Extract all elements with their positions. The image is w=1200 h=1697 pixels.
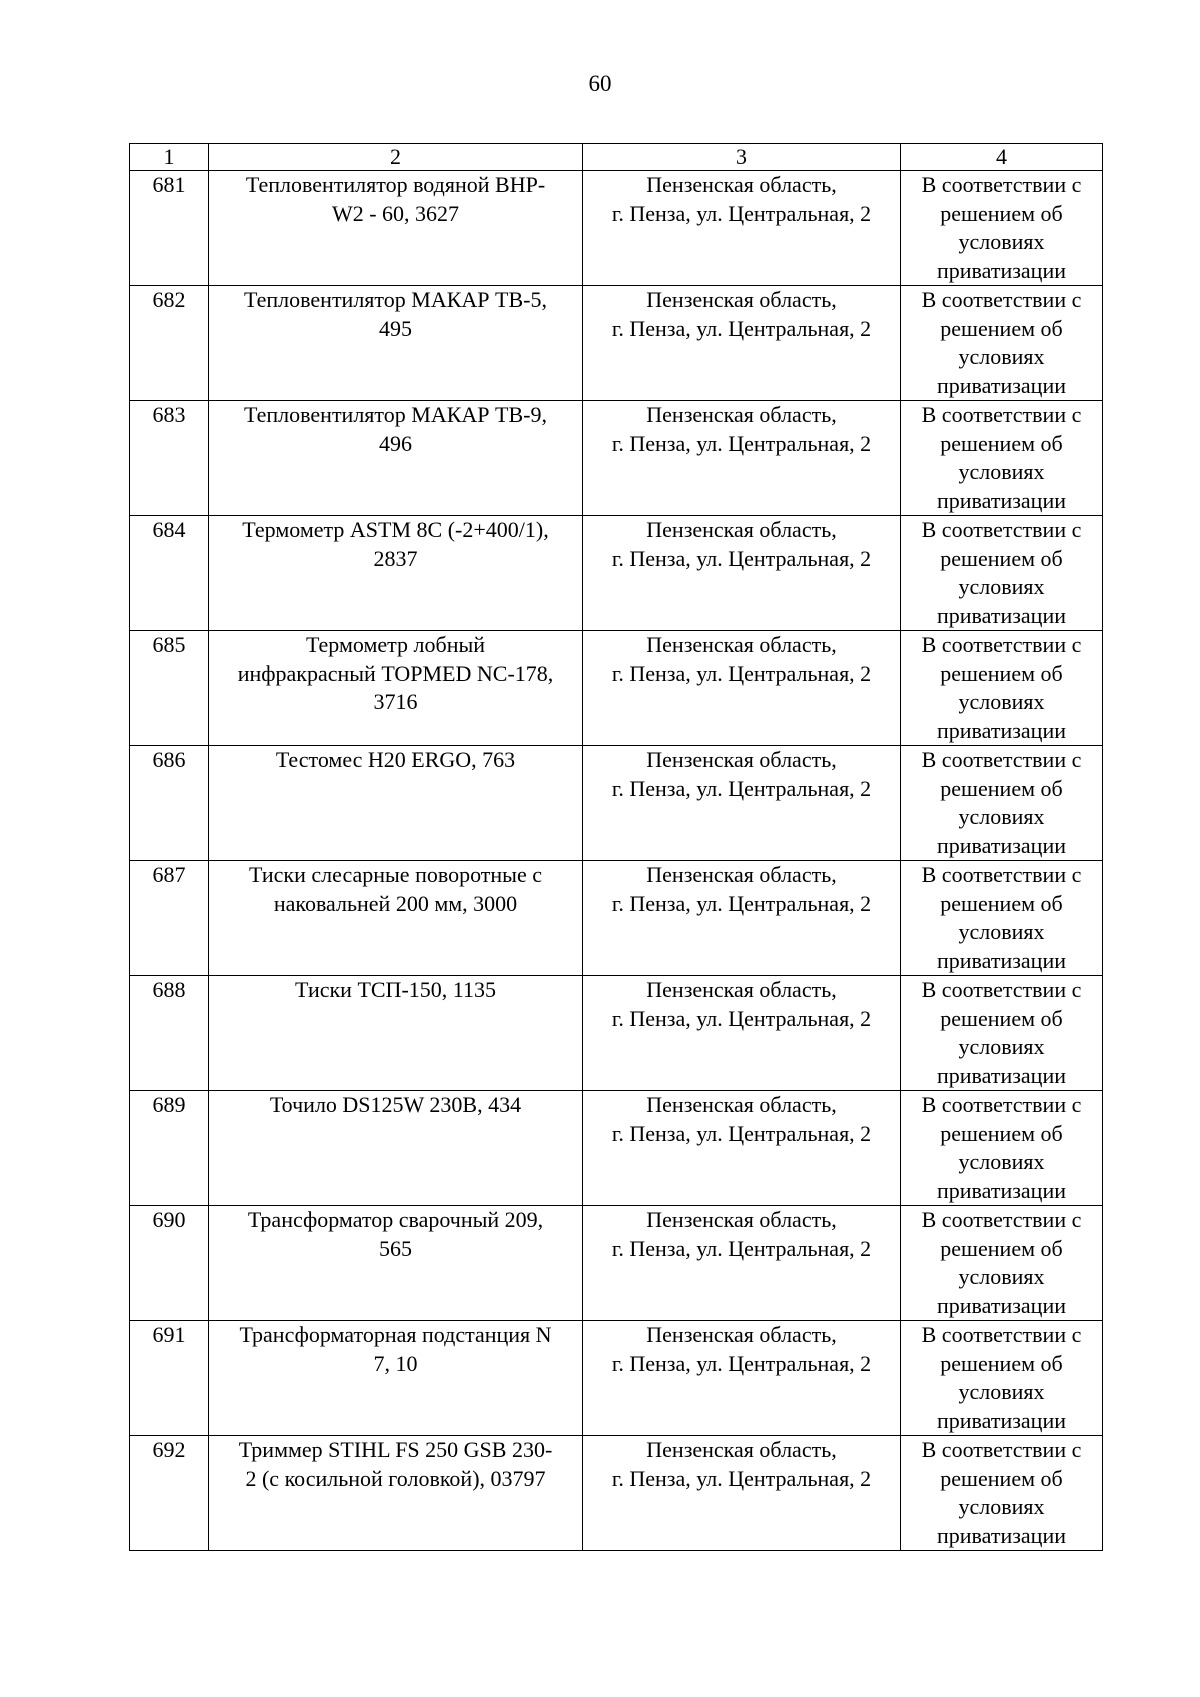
item-name-cell [209,171,583,286]
note-cell-line: приватизации [936,832,1066,858]
note-cell [901,516,1103,631]
row-number-cell: 689 [130,1091,209,1206]
note-cell-line: решением об [940,1350,1063,1376]
note-cell-line: приватизации [936,1062,1066,1088]
table-row [130,976,1103,1091]
note-cell [901,1091,1103,1206]
item-name-cell-line: Триммер STIHL FS 250 GSB 230- [238,1437,553,1462]
address-cell-line: г. Пенза, ул. Центральная, 2 [611,1005,872,1031]
address-cell [583,746,901,861]
address-cell [583,1436,901,1551]
item-name-cell [209,746,583,861]
item-name-cell-line: Тиски слесарные поворотные с [249,862,542,887]
header-row [130,144,1103,171]
row-number-cell: 686 [130,746,209,861]
note-cell-line: В соответствии с [921,977,1082,1002]
item-name-cell [209,1206,583,1321]
item-name-cell-line: 7, 10 [373,1350,418,1376]
item-name-cell-line: Термометр ASTM 8C (-2+400/1), [242,517,549,542]
item-name-cell-line: Термометр лобный [305,632,486,657]
address-cell [583,631,901,746]
address-cell-line: г. Пенза, ул. Центральная, 2 [611,660,872,686]
note-cell [901,171,1103,286]
row-number-cell: 691 [130,1321,209,1436]
item-name-cell-line: наковальней 200 мм, 3000 [273,890,518,916]
note-cell-line: В соответствии с [921,862,1082,887]
column-header-2: 2 [209,144,583,171]
note-cell [901,401,1103,516]
column-header-3: 3 [583,144,901,171]
address-cell-line: Пензенская область, [646,747,837,772]
item-name-cell-line: Трансформаторная подстанция N [239,1322,552,1347]
item-name-cell-line: W2 - 60, 3627 [331,200,460,226]
item-name-cell-line: 3716 [373,689,418,714]
address-cell-line: г. Пенза, ул. Центральная, 2 [611,545,872,571]
note-cell-line: приватизации [936,1522,1066,1548]
address-cell [583,401,901,516]
address-cell-line: Пензенская область, [646,1437,837,1462]
table-row [130,171,1103,286]
column-header-1: 1 [130,144,209,171]
address-cell [583,861,901,976]
address-cell-line: Пензенская область, [646,287,837,312]
note-cell-line: приватизации [936,1292,1066,1318]
note-cell-line: решением об [940,1235,1063,1261]
table-body [130,171,1103,1551]
note-cell-line: приватизации [936,372,1066,398]
row-number-cell: 681 [130,171,209,286]
note-cell-line: приватизации [936,487,1066,513]
item-name-cell [209,1436,583,1551]
note-cell-line: В соответствии с [921,517,1082,542]
item-name-cell-line: Тепловентилятор водяной ВНР- [245,172,546,197]
address-cell-line: г. Пенза, ул. Центральная, 2 [611,315,872,341]
address-cell-line: г. Пенза, ул. Центральная, 2 [611,775,872,801]
item-name-cell-line: 2 (с косильной головкой), 03797 [245,1465,546,1491]
item-name-cell-line: Тепловентилятор МАКАР ТВ-9, [244,402,547,427]
note-cell-line: условиях [958,229,1045,254]
note-cell-line: условиях [958,344,1045,369]
table-row [130,631,1103,746]
address-cell [583,1091,901,1206]
address-cell-line: г. Пенза, ул. Центральная, 2 [611,1235,872,1261]
note-cell-line: В соответствии с [921,632,1082,657]
address-cell [583,1206,901,1321]
note-cell-line: условиях [958,1034,1045,1059]
item-name-cell [209,1091,583,1206]
item-name-cell-line: Тепловентилятор МАКАР ТВ-5, [244,287,547,312]
note-cell-line: В соответствии с [921,1207,1082,1232]
address-cell-line: Пензенская область, [646,632,837,657]
address-cell-line: Пензенская область, [646,977,837,1002]
item-name-cell [209,861,583,976]
item-name-cell-line: 2837 [373,545,418,571]
note-cell-line: решением об [940,545,1063,571]
table-row [130,516,1103,631]
note-cell [901,631,1103,746]
note-cell [901,1436,1103,1551]
note-cell-line: решением об [940,1120,1063,1146]
table-row [130,861,1103,976]
table-row [130,746,1103,861]
row-number-cell: 690 [130,1206,209,1321]
address-cell-line: Пензенская область, [646,172,837,197]
address-cell-line: Пензенская область, [646,1322,837,1347]
note-cell-line: решением об [940,1465,1063,1491]
note-cell [901,1321,1103,1436]
table-row [130,401,1103,516]
item-name-cell-line: Точило DS125W 230В, 434 [269,1092,522,1117]
note-cell-line: условиях [958,459,1045,484]
address-cell-line: Пензенская область, [646,517,837,542]
item-name-cell [209,1321,583,1436]
note-cell [901,1206,1103,1321]
note-cell-line: решением об [940,430,1063,456]
address-cell-line: г. Пенза, ул. Центральная, 2 [611,200,872,226]
row-number-cell: 688 [130,976,209,1091]
note-cell [901,861,1103,976]
address-cell [583,976,901,1091]
address-cell-line: г. Пенза, ул. Центральная, 2 [611,1465,872,1491]
item-name-cell-line: Тестомес H20 ERGO, 763 [275,747,516,772]
note-cell-line: решением об [940,315,1063,341]
page-number: 60 [588,71,612,96]
row-number-cell: 684 [130,516,209,631]
note-cell-line: В соответствии с [921,1437,1082,1462]
item-name-cell-line: Трансформатор сварочный 209, [247,1207,544,1232]
item-name-cell-line: 496 [379,430,412,456]
table-row [130,1206,1103,1321]
row-number-cell: 687 [130,861,209,976]
note-cell-line: решением об [940,200,1063,226]
note-cell-line: условиях [958,1494,1045,1519]
table-row [130,1436,1103,1551]
note-cell-line: решением об [940,775,1063,801]
item-name-cell [209,401,583,516]
item-name-cell [209,631,583,746]
address-cell-line: Пензенская область, [646,862,837,887]
note-cell-line: В соответствии с [921,1092,1082,1117]
note-cell-line: приватизации [936,602,1066,628]
row-number-cell: 683 [130,401,209,516]
note-cell [901,976,1103,1091]
address-cell-line: г. Пенза, ул. Центральная, 2 [611,890,872,916]
note-cell-line: В соответствии с [921,287,1082,312]
table-row [130,1321,1103,1436]
note-cell [901,286,1103,401]
item-name-cell-line: Тиски ТСП-150, 1135 [295,977,496,1002]
address-cell [583,1321,901,1436]
note-cell-line: В соответствии с [921,402,1082,427]
note-cell-line: решением об [940,1005,1063,1031]
address-cell-line: г. Пенза, ул. Центральная, 2 [611,1120,872,1146]
row-number-cell: 685 [130,631,209,746]
address-cell-line: Пензенская область, [646,1207,837,1232]
note-cell-line: В соответствии с [921,172,1082,197]
address-cell [583,286,901,401]
note-cell-line: приватизации [936,947,1066,973]
column-header-4: 4 [901,144,1103,171]
note-cell-line: условиях [958,689,1045,714]
table-row [130,286,1103,401]
note-cell-line: условиях [958,1264,1045,1289]
note-cell-line: решением об [940,890,1063,916]
item-name-cell-line: 495 [379,315,412,341]
note-cell-line: условиях [958,574,1045,599]
note-cell [901,746,1103,861]
item-name-cell [209,516,583,631]
item-name-cell-line: инфракрасный TOPMED NC-178, [237,660,554,686]
note-cell-line: В соответствии с [921,1322,1082,1347]
property-registry-table [129,143,1103,1551]
row-number-cell: 692 [130,1436,209,1551]
address-cell-line: Пензенская область, [646,402,837,427]
note-cell-line: условиях [958,1149,1045,1174]
note-cell-line: условиях [958,1379,1045,1404]
table-row [130,1091,1103,1206]
note-cell-line: условиях [958,919,1045,944]
address-cell-line: г. Пенза, ул. Центральная, 2 [611,1350,872,1376]
note-cell-line: В соответствии с [921,747,1082,772]
item-name-cell [209,976,583,1091]
row-number-cell: 682 [130,286,209,401]
note-cell-line: условиях [958,804,1045,829]
address-cell-line: г. Пенза, ул. Центральная, 2 [611,430,872,456]
address-cell-line: Пензенская область, [646,1092,837,1117]
note-cell-line: приватизации [936,257,1066,283]
note-cell-line: решением об [940,660,1063,686]
note-cell-line: приватизации [936,1177,1066,1203]
address-cell [583,171,901,286]
address-cell [583,516,901,631]
note-cell-line: приватизации [936,717,1066,743]
note-cell-line: приватизации [936,1407,1066,1433]
item-name-cell-line: 565 [379,1235,412,1261]
item-name-cell [209,286,583,401]
